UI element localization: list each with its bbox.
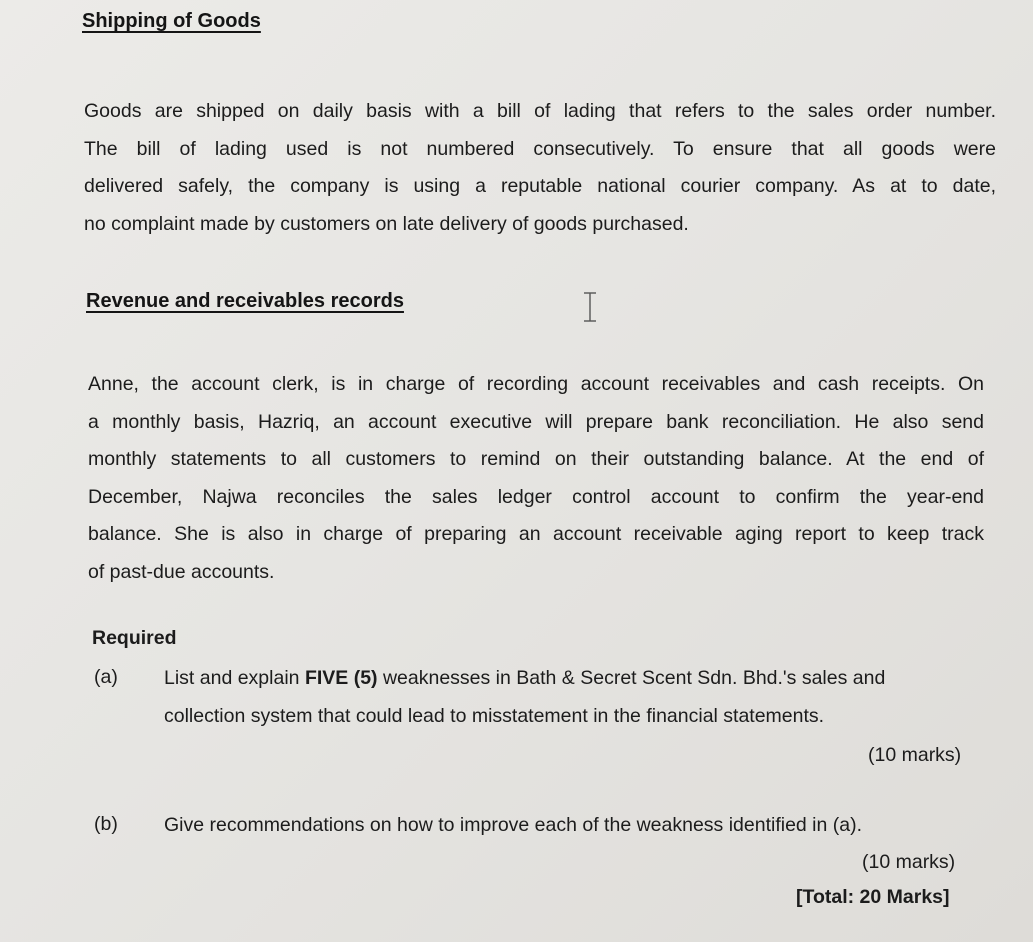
question-b-marks: (10 marks) <box>862 851 956 873</box>
paragraph-line: December, Najwa reconciles the sales ledger control account to confirm the year-end <box>88 485 984 508</box>
question-a-marks: (10 marks) <box>868 744 962 766</box>
paragraph-shipping <box>84 93 996 243</box>
text-cursor-icon <box>580 291 600 323</box>
paragraph-line: a monthly basis, Hazriq, an account executive will prepare bank reconciliation. He also send <box>88 410 984 433</box>
question-b-label: (b) <box>94 813 118 835</box>
paragraph-line: of past-due accounts. <box>88 560 275 583</box>
paragraph-revenue <box>88 366 984 591</box>
paragraph-line: The bill of lading used is not numbered consecutively. To ensure that all goods were <box>84 137 996 160</box>
question-a-line-1 <box>164 667 885 690</box>
question-a-label: (a) <box>94 666 118 688</box>
paragraph-line: delivered safely, the company is using a reputable national courier company. As at to date, <box>84 175 996 197</box>
heading-revenue-and-receivables: Revenue and receivables records <box>86 290 404 312</box>
question-b-line-1: Give recommendations on how to improve each of the weakness identified in (a). <box>164 814 863 836</box>
question-a-text: weaknesses in Bath & Secret Scent Sdn. Bhd.'s sales and <box>377 667 886 689</box>
heading-shipping-of-goods: Shipping of Goods <box>82 10 261 32</box>
paragraph-line: Anne, the account clerk, is in charge of recording account receivables and cash receipts. On <box>88 373 984 395</box>
total-marks: [Total: 20 Marks] <box>796 886 950 908</box>
paragraph-line: no complaint made by customers on late delivery of goods purchased. <box>84 212 689 235</box>
paragraph-line: Goods are shipped on daily basis with a bill of lading that refers to the sales order number. <box>84 100 996 122</box>
question-a-text: List and explain <box>164 667 305 689</box>
question-a-line-2: collection system that could lead to misstatement in the financial statements. <box>164 705 825 727</box>
paragraph-line: balance. She is also in charge of preparing an account receivable aging report to keep track <box>88 523 984 545</box>
heading-required: Required <box>92 627 177 649</box>
question-a-emphasis: FIVE (5) <box>304 667 378 689</box>
paragraph-line: monthly statements to all customers to remind on their outstanding balance. At the end of <box>88 448 984 470</box>
